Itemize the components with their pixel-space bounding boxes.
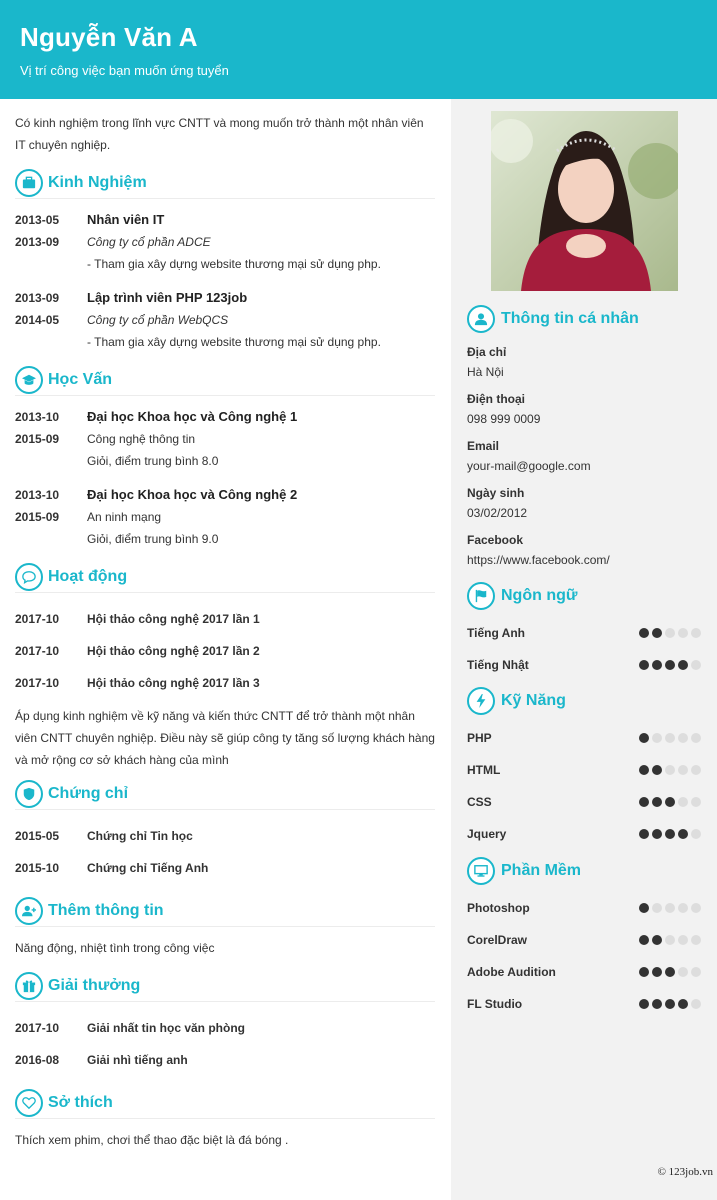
speech-bubble-icon — [15, 563, 43, 591]
desired-position: Vị trí công việc bạn muốn ứng tuyển — [20, 63, 229, 78]
rating-dot-empty — [691, 903, 701, 913]
rating-dots — [639, 999, 701, 1009]
rating-dot-empty — [665, 935, 675, 945]
birthday-value: 03/02/2012 — [467, 506, 528, 520]
experience-section-title — [15, 168, 435, 199]
rating-dot-filled — [678, 999, 688, 1009]
skill-row-name: PHP — [467, 731, 492, 745]
flag-icon — [467, 582, 495, 610]
profile-photo — [491, 111, 678, 291]
facebook-label: Facebook — [467, 533, 524, 547]
language-row-name: Tiếng Nhật — [467, 658, 529, 672]
language-row — [467, 617, 701, 649]
rating-dot-filled — [639, 660, 649, 670]
language-row — [467, 649, 701, 681]
certificates-section-title — [15, 779, 435, 810]
section-heading: Sở thích — [48, 1094, 113, 1111]
monitor-icon — [467, 857, 495, 885]
rating-dot-filled — [652, 765, 662, 775]
award-row — [15, 1044, 435, 1076]
software-row-name: Adobe Audition — [467, 965, 556, 979]
section-heading: Chứng chỉ — [48, 785, 129, 802]
education-section-title — [15, 365, 435, 396]
job-description: - Tham gia xây dựng website thương mại sử dụng php. — [87, 335, 381, 349]
award-row — [15, 1012, 435, 1044]
software-row-name: CorelDraw — [467, 933, 528, 947]
rating-dot-empty — [691, 999, 701, 1009]
major: Công nghệ thông tin — [87, 432, 196, 446]
rating-dot-filled — [639, 797, 649, 807]
rating-dot-filled — [639, 999, 649, 1009]
activity-date: 2017-10 — [15, 676, 60, 690]
rating-dot-empty — [652, 903, 662, 913]
school-name: Đại học Khoa học và Công nghệ 2 — [87, 487, 298, 502]
rating-dot-empty — [691, 829, 701, 839]
job-title: Nhân viên IT — [87, 212, 165, 227]
award-name: Giải nhất tin học văn phòng — [87, 1021, 245, 1035]
hobbies-section-title — [15, 1088, 435, 1119]
rating-dot-filled — [652, 660, 662, 670]
grade: Giỏi, điểm trung bình 9.0 — [87, 532, 219, 546]
software-row — [467, 956, 701, 988]
software-row-name: Photoshop — [467, 901, 530, 915]
section-heading: Kỹ Năng — [501, 692, 566, 709]
activities-section-title — [15, 562, 435, 593]
more-info-section-title — [15, 896, 435, 927]
section-heading: Giải thưởng — [48, 977, 141, 994]
rating-dot-filled — [639, 733, 649, 743]
grade: Giỏi, điểm trung bình 8.0 — [87, 454, 219, 468]
language-row-name: Tiếng Anh — [467, 626, 525, 640]
awards-section-title — [15, 971, 435, 1002]
start-date: 2013-10 — [15, 488, 60, 502]
activity-date: 2017-10 — [15, 612, 60, 626]
rating-dots — [639, 660, 701, 670]
rating-dots — [639, 765, 701, 775]
objective-text: Có kinh nghiệm trong lĩnh vực CNTT và mong muốn trở thành một nhân viên IT chuyên nghiệp. — [15, 116, 424, 152]
certificate-date: 2015-05 — [15, 829, 60, 843]
rating-dots — [639, 797, 701, 807]
rating-dot-empty — [691, 935, 701, 945]
rating-dot-empty — [691, 765, 701, 775]
activity-text: Hội thảo công nghệ 2017 lần 3 — [87, 676, 260, 690]
skills-section — [467, 684, 701, 850]
rating-dot-filled — [652, 628, 662, 638]
rating-dot-filled — [652, 797, 662, 807]
birthday-label: Ngày sinh — [467, 486, 525, 500]
rating-dot-empty — [678, 797, 688, 807]
certificate-name: Chứng chỉ Tiếng Anh — [87, 861, 209, 875]
rating-dot-filled — [639, 935, 649, 945]
education-entry — [15, 406, 435, 472]
end-date: 2015-09 — [15, 510, 60, 524]
section-heading: Học Vấn — [48, 371, 113, 388]
rating-dot-empty — [665, 733, 675, 743]
company-name: Công ty cổ phần ADCE — [87, 235, 211, 249]
more-info-text: Năng động, nhiệt tình trong công việc — [15, 941, 215, 955]
skills-title — [467, 684, 701, 718]
rating-dot-filled — [639, 765, 649, 775]
school-name: Đại học Khoa học và Công nghệ 1 — [87, 409, 298, 424]
end-date: 2013-09 — [15, 235, 60, 249]
rating-dot-empty — [678, 765, 688, 775]
end-date: 2015-09 — [15, 432, 60, 446]
rating-dot-filled — [639, 829, 649, 839]
certificate-date: 2015-10 — [15, 861, 60, 875]
software-row — [467, 924, 701, 956]
company-name: Công ty cổ phần WebQCS — [87, 313, 229, 327]
rating-dot-filled — [652, 967, 662, 977]
gift-icon — [15, 972, 43, 1000]
skill-row — [467, 818, 701, 850]
activity-row — [15, 603, 435, 635]
start-date: 2013-10 — [15, 410, 60, 424]
skill-row — [467, 754, 701, 786]
graduation-cap-icon — [15, 366, 43, 394]
section-heading: Thông tin cá nhân — [501, 310, 639, 327]
briefcase-icon — [15, 169, 43, 197]
email-value: your-mail@google.com — [467, 459, 591, 473]
rating-dot-empty — [691, 628, 701, 638]
rating-dot-filled — [665, 797, 675, 807]
rating-dot-empty — [652, 733, 662, 743]
rating-dot-empty — [691, 967, 701, 977]
sidebar — [451, 99, 717, 1200]
rating-dot-empty — [691, 797, 701, 807]
section-heading: Hoạt động — [48, 568, 128, 585]
activity-text: Hội thảo công nghệ 2017 lần 2 — [87, 644, 260, 658]
phone-label: Điện thoại — [467, 392, 526, 406]
software-row — [467, 892, 701, 924]
email-label: Email — [467, 439, 500, 453]
certificate-name: Chứng chỉ Tin học — [87, 829, 193, 843]
rating-dot-empty — [678, 628, 688, 638]
skill-row — [467, 722, 701, 754]
activity-date: 2017-10 — [15, 644, 60, 658]
rating-dot-filled — [665, 999, 675, 1009]
skill-row-name: HTML — [467, 763, 501, 777]
heart-icon — [15, 1089, 43, 1117]
start-date: 2013-09 — [15, 291, 60, 305]
rating-dots — [639, 829, 701, 839]
experience-entry — [15, 209, 435, 275]
resume-header — [0, 0, 717, 99]
rating-dot-empty — [678, 935, 688, 945]
activity-row — [15, 667, 435, 699]
rating-dot-filled — [665, 967, 675, 977]
section-heading: Kinh Nghiệm — [48, 174, 147, 191]
personal-info-title — [467, 302, 701, 336]
languages-section — [467, 579, 701, 681]
rating-dot-empty — [665, 628, 675, 638]
section-heading: Ngôn ngữ — [501, 587, 578, 604]
activities-note: Áp dụng kinh nghiệm về kỹ năng và kiến thức CNTT để trở thành một nhân viên CNTT chuyên nghiệp. Điều này sẽ giúp công ty tăng số lượng khách hàng và mở rộng cơ sở khách hàng của mình — [15, 709, 435, 767]
rating-dots — [639, 733, 701, 743]
rating-dot-empty — [678, 903, 688, 913]
software-row — [467, 988, 701, 1020]
award-name: Giải nhì tiếng anh — [87, 1053, 188, 1067]
skill-row — [467, 786, 701, 818]
copyright-text: © 123job.vn — [657, 1166, 713, 1178]
languages-title — [467, 579, 701, 613]
candidate-name: Nguyễn Văn A — [20, 22, 198, 52]
rating-dot-filled — [639, 903, 649, 913]
certificate-row — [15, 820, 435, 852]
education-entry — [15, 484, 435, 550]
rating-dot-filled — [665, 829, 675, 839]
job-title: Lập trình viên PHP 123job — [87, 290, 248, 305]
lightning-icon — [467, 687, 495, 715]
rating-dots — [639, 903, 701, 913]
job-description: - Tham gia xây dựng website thương mại sử dụng php. — [87, 257, 381, 271]
start-date: 2013-05 — [15, 213, 60, 227]
activity-text: Hội thảo công nghệ 2017 lần 1 — [87, 612, 260, 626]
activity-row — [15, 635, 435, 667]
software-title — [467, 854, 701, 888]
rating-dot-empty — [691, 733, 701, 743]
major: An ninh mạng — [87, 510, 162, 524]
user-icon — [467, 305, 495, 333]
rating-dot-filled — [678, 829, 688, 839]
address-label: Địa chỉ — [467, 345, 507, 359]
hobbies-text: Thích xem phim, chơi thể thao đặc biệt là đá bóng . — [15, 1133, 289, 1147]
facebook-value: https://www.facebook.com/ — [467, 553, 610, 567]
skill-row-name: Jquery — [467, 827, 507, 841]
rating-dot-filled — [678, 660, 688, 670]
rating-dots — [639, 628, 701, 638]
address-value: Hà Nội — [467, 365, 504, 379]
skill-row-name: CSS — [467, 795, 492, 809]
award-date: 2016-08 — [15, 1053, 60, 1067]
rating-dot-empty — [678, 967, 688, 977]
rating-dot-filled — [652, 999, 662, 1009]
personal-info-section — [467, 302, 701, 571]
rating-dot-filled — [639, 628, 649, 638]
certificate-row — [15, 852, 435, 884]
experience-entry — [15, 287, 435, 353]
main-column — [0, 99, 451, 1200]
rating-dots — [639, 935, 701, 945]
rating-dot-empty — [691, 660, 701, 670]
section-heading: Phần Mềm — [501, 862, 582, 879]
rating-dot-empty — [665, 765, 675, 775]
rating-dot-empty — [678, 733, 688, 743]
software-section — [467, 854, 701, 1020]
shield-icon — [15, 780, 43, 808]
rating-dot-filled — [665, 660, 675, 670]
software-row-name: FL Studio — [467, 997, 523, 1011]
award-date: 2017-10 — [15, 1021, 60, 1035]
rating-dots — [639, 967, 701, 977]
add-user-icon — [15, 897, 43, 925]
rating-dot-filled — [652, 829, 662, 839]
rating-dot-filled — [652, 935, 662, 945]
section-heading: Thêm thông tin — [48, 902, 164, 919]
rating-dot-empty — [665, 903, 675, 913]
end-date: 2014-05 — [15, 313, 60, 327]
phone-value: 098 999 0009 — [467, 412, 541, 426]
rating-dot-filled — [639, 967, 649, 977]
